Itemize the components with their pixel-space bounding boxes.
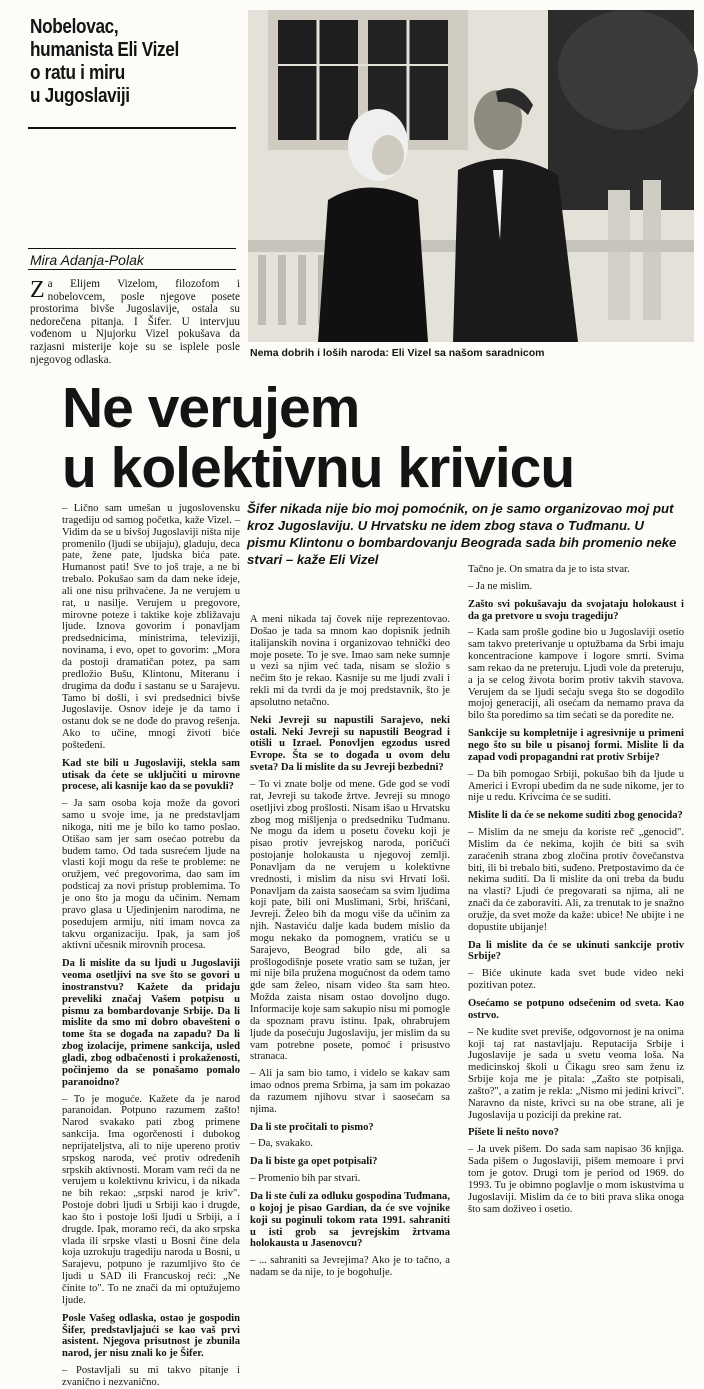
drop-cap: Z <box>30 277 45 303</box>
article-paragraph: – Postavljali su mi takvo pitanje i zvanično i nezvanično. <box>62 1365 240 1388</box>
photo-caption: Nema dobrih i loših naroda: Eli Vizel sa našom saradnicom <box>250 347 545 359</box>
article-kicker <box>30 16 206 108</box>
intro-paragraph <box>30 278 240 366</box>
kicker-line: Nobelovac, <box>30 16 119 38</box>
article-column-2 <box>250 614 450 1279</box>
article-photo <box>248 10 694 342</box>
author-byline: Mira Adanja-Polak <box>30 252 144 268</box>
deck-subheading: Šifer nikada nije bio moj pomoćnik, on je samo organizovao moj put kroz Jugoslaviju. U Hrvatsku ne idem zbog stava o Tuđmanu. U pismu Klintonu o bombardovanju Beograda sada bih promenio neke stvari – kaže Eli Vizel <box>247 501 677 567</box>
interview-question: Osećamo se potpuno odsečenim od sveta. Kao ostrvo. <box>468 998 684 1021</box>
article-paragraph: – Ali ja sam bio tamo, i videlo se kakav sam imao odnos prema Srbima, ja sam im pokazao da razumem njihovu stvar i saosećam sa njima. <box>250 1068 450 1115</box>
article-paragraph: – Mislim da ne smeju da koriste reč „genocid". Mislim da će nekima, kojih će biti sa svih zaraćenih strana zbog zločina protiv čovečanstva biti, ili bi trebalo biti, suđeno. Pretpostavimo da će nekima suditi. Da li mislite da oni treba da budu na vlasti? Ljudi će pregovarati sa njima, ali ne znači da će zaboraviti. Ali, za trenutak to je snažno oružje, da svet može da kaže: ubice! Ne ubijte i ne dopustite ubijanje! <box>468 827 684 933</box>
article-paragraph: – Da bih pomogao Srbiji, pokušao bih da ljude u Americi i Evropi ubedim da ne sude nikome, jer to nije u redu. Krivcima će se suditi. <box>468 768 684 804</box>
article-paragraph: – Kada sam prošle godine bio u Jugoslaviji osetio sam takvo preterivanje u optužbama da Srbi imaju koncentracione kampove i logore smrti. Svima sam rekao da ne preteruju. Ljudi vole da preteruju, a ja se celog života borim protiv takvih stavova. Verujem da se ljudi sećaju svega što se dogodilo mojoj generaciji, ali osećam da nemamo prava da bilo šta poredimo sa tim sećati se da poredite ne. <box>468 627 684 722</box>
article-paragraph: – Lično sam umešan u jugoslovensku tragediju od samog početka, kaže Vizel. – Vidim da se u bivšoj Jugoslaviji ništa nije promenilo (ljudi se ubijaju), gladuju, deca pate, žene pate, ljudska bića pate. Humanost pati! Sve to još traje, a ne bi trebalo. Pokušao sam da dam neke ideje, ali one nisu prihvaćene. Ja ne verujem u rat, u nasilje. Verujem u pregovore, mirovne poteze i taktike koje zbližavaju ljude. Iznova govorim i ponavljam predsednicima, ministrima, televiziji, novinama, i evo, opet to govorim: „Mora da postoji dramatičan potez, pa sam predložio Bušu, Klintonu, Miteranu i drugima da dođu i sastanu se u Sarajevu. Tamo bi došli, i svi predsednici bivše Jugoslavije. Osnov ideje je da tamo i ostanu dok se ne dođe do pravog rešenja. Ako to učine, mnogi životi biće pošteđeni. <box>62 503 240 751</box>
interview-question: Sankcije su kompletnije i agresivnije u primeni nego što su bile u pisanoj formi. Mislite li da zapad vodi propagandni rat protiv Srbije? <box>468 728 684 763</box>
article-paragraph: – Ja ne mislim. <box>468 580 533 592</box>
interview-question: Da li mislite da će se ukinuti sankcije protiv Srbije? <box>468 939 684 963</box>
byline-bottom-rule <box>28 269 236 270</box>
headline-line: Ne verujem <box>62 376 360 440</box>
kicker-line: o ratu i miru <box>30 62 125 84</box>
article-paragraph: – Biće ukinute kada svet bude video neki pozitivan potez. <box>468 968 684 992</box>
interview-question: Da li ste pročitali to pismo? <box>250 1121 374 1133</box>
article-paragraph: – To vi znate bolje od mene. Gde god se vodi rat, Jevreji su takođe žrtve. Jevreji su mnogo osetljivi zbog prošlosti. Nisam išao u Hrvatsku zbog mog mišljenja o predsedniku Tuđmanu. Ne mogu da idem u posetu čoveku koji je pisao protiv jevrejskog naroda, poričući postojanje holokausta u njegovoj zemlji. Ponavljam da ne verujem u kolektivne vrednosti, i mislim da nisu svi Hrvati loši. Ponavljam da zaista saosećam sa svim ljudima koji pate, bili oni Muslimani, Srbi, hrišćani, Jevreji. Želeo bih da mogu više da učinim za njih. Nastaviću dalje kada budem mislio da mogu nekako da pomognem, vratiću se u Sarajevo, Beograd bilo gde, ali sa prošlogodišnje posete vratio sam se tužan, jer mi nije bila pružena mogućnost da odem tamo gde sam želeo, nisam video šta sam hteo. Možda zaista nisam ostao dovoljno dugo. Informacije koje sam sakupio nisu mi pomogle da spoznam pravu istinu. Ipak, ohrabrujem ljude da posećuju Jugoslaviju, jer mislim da su vam potrebne posete, pomoć i prisustvo stranaca. <box>250 778 450 1063</box>
interview-question: Neki Jevreji su napustili Sarajevo, neki ostali. Neki Jevreji su napustili Beograd i otišli u Izrael. Ponovljen egzodus usred Evrope. Šta se to događa u ovom delu sveta? Da li mislite da su Jevreji bezbedni? <box>250 714 450 774</box>
article-paragraph: – ... sahraniti sa Jevrejima? Ako je to tačno, a nadam se da nije, to je bogohulje. <box>250 1255 450 1279</box>
interview-question: Mislite li da će se nekome suditi zbog genocida? <box>468 810 683 822</box>
interview-question: Kad ste bili u Jugoslaviji, stekla sam utisak da ćete se uključiti u mirovne procese, ali kasnije kao da se povukli? <box>62 757 240 793</box>
kicker-divider <box>28 127 236 129</box>
headline-line: u kolektivnu krivicu <box>62 436 575 500</box>
byline-top-rule <box>28 248 236 249</box>
article-column-3 <box>468 564 684 1215</box>
article-paragraph: A meni nikada taj čovek nije reprezentovao. Došao je tada sa mnom kao dopisnik jednih italijanskih novina i organizovao tehnički deo moje posete. To je sve. Imao sam neke sumnje u vezi sa njim već tada, nisam se složio s nečim što je rekao. Kasnije su me ljudi zvali i rekli mi da tvrdi da je moj predstavnik, što je apsolutno netačno. <box>250 614 450 708</box>
interview-question: Da li ste čuli za odluku gospodina Tuđmana, o kojoj je pisao Gardian, da će sve vojnike koji su poginuli tokom rata 1991. sahraniti u isti grob sa jevrejskim žrtvama holokausta u Jasenovcu? <box>250 1190 450 1250</box>
article-paragraph: Tačno je. On smatra da je to ista stvar. <box>468 564 630 575</box>
article-paragraph: – Promenio bih par stvari. <box>250 1173 361 1185</box>
article-paragraph: – Da, svakako. <box>250 1138 313 1150</box>
intro-text: a Elijem Vizelom, filozofom i nobelovcem, posle njegove posete prostorima bivše Jugoslavije, ostala su nedorečena pitanja. I Šifer. U intervjuu vođenom u Njujorku Vizel pokušava da razjasni misterije koje su se isplele posle njegovog odlaska. <box>30 278 240 366</box>
kicker-line: humanista Eli Vizel <box>30 39 179 61</box>
article-column-1 <box>62 503 240 1388</box>
interview-question: Zašto svi pokušavaju da svojataju holokaust i da ga pretvore u svoju tragediju? <box>468 598 684 622</box>
headline <box>62 378 574 498</box>
interview-question: Pišete li nešto novo? <box>468 1127 559 1139</box>
article-paragraph: – To je moguće. Kažete da je narod paranoidan. Potpuno razumem zašto! Narod svakako pati zbog primene sankcija. Ima ogorčenosti i dubokog neprijateljstva, ali to nije upereno protiv srpskog naroda, već protiv određenih srpskih aktivnosti. Moram vam reći da ne verujem u kolektivnu krivicu, i da nikada ne bih rekao: „srpski narod je kriv". Postoje dobri ljudi u Srbiji kao i drugde, kao što i postoje loši ljudi u Srbiji, a i drugde. Ipak, moramo reći, da ako srpska vlada ili srpske vlasti u Bosni čine dela koja uzrokuju tragediju naroda u Bosni, u Sarajevu, potpuno je razumljivo što će ljudi u SAD ili Francuskoj reći: „Ne činite to". To ne znači da mi optužujemo ljude. <box>62 1093 240 1306</box>
article-paragraph: – Ja sam osoba koja može da govori samo u svoje ime, ja ne predstavljam nikoga, niti me je bilo ko tamo poslao. Otišao sam jer sam osećao potrebu da budem tamo. Od tada susrećem ljude na vlasti koji mogu da reše te probleme: ne oružjem, već pregovorima, dao sam im podsticaj za novi pristup problemima. To je ono što ja mogu da učinim. Nemam pravo glasa u Ujedinjenim narodima, ne posedujem armiju, niti imam novca za takvu organizaciju. Ipak, ja sam još aktivni učesnik mirovnih procesa. <box>62 798 240 952</box>
interview-question: Posle Vašeg odlaska, ostao je gospodin Šifer, predstavljajući se kao vaš prvi asistent. Njegova prisutnost je zbunila narod, jer nisu znali ko je Šifer. <box>62 1312 240 1360</box>
article-paragraph: – Ne kudite svet previše, odgovornost je na onima koji taj rat nastavljaju. Reputacija Srbije i Jugoslavije je sada u svetu veoma loša. Na medicinskoj školi u Čikagu sreo sam ženu iz Srbije koja me je pitala: „Zašto ste potpisali, zašto?", a zatim je rekla: „Nismo mi jedini krivci". Naravno da niste, krivci su na obe strane, ali je Jugoslavija u poziciji da prekine rat. <box>468 1026 684 1121</box>
article-paragraph: – Ja uvek pišem. Do sada sam napisao 36 knjiga. Sada pišem o Jugoslaviji, pišem memoare i prvi tom je gotov. Drugi tom je period od 1969. do 1993. Tu je obimno poglavlje o mom iskustvima u Jugoslaviji. Mislim da će to biti prava slika onoga što sam doživeo i osetio. <box>468 1144 684 1215</box>
interview-question: Da li biste ga opet potpisali? <box>250 1156 378 1168</box>
interview-question: Da li mislite da su ljudi u Jugoslaviji veoma osetljivi na sve što se govori u inostranstvu? Kažete da pridaju preveliki značaj Vašem potpisu u pismu za bombardovanje Srbije. Da li mislite da smo mi dobro obavešteni o tome šta se događa na zapadu? Da li zbog izolacije, primene sankcija, usled gladi, zbog odbačenosti i prokaženosti, počinjemo da se ponašamo pomalo paranoidno? <box>62 958 240 1088</box>
kicker-line: u Jugoslaviji <box>30 85 130 107</box>
